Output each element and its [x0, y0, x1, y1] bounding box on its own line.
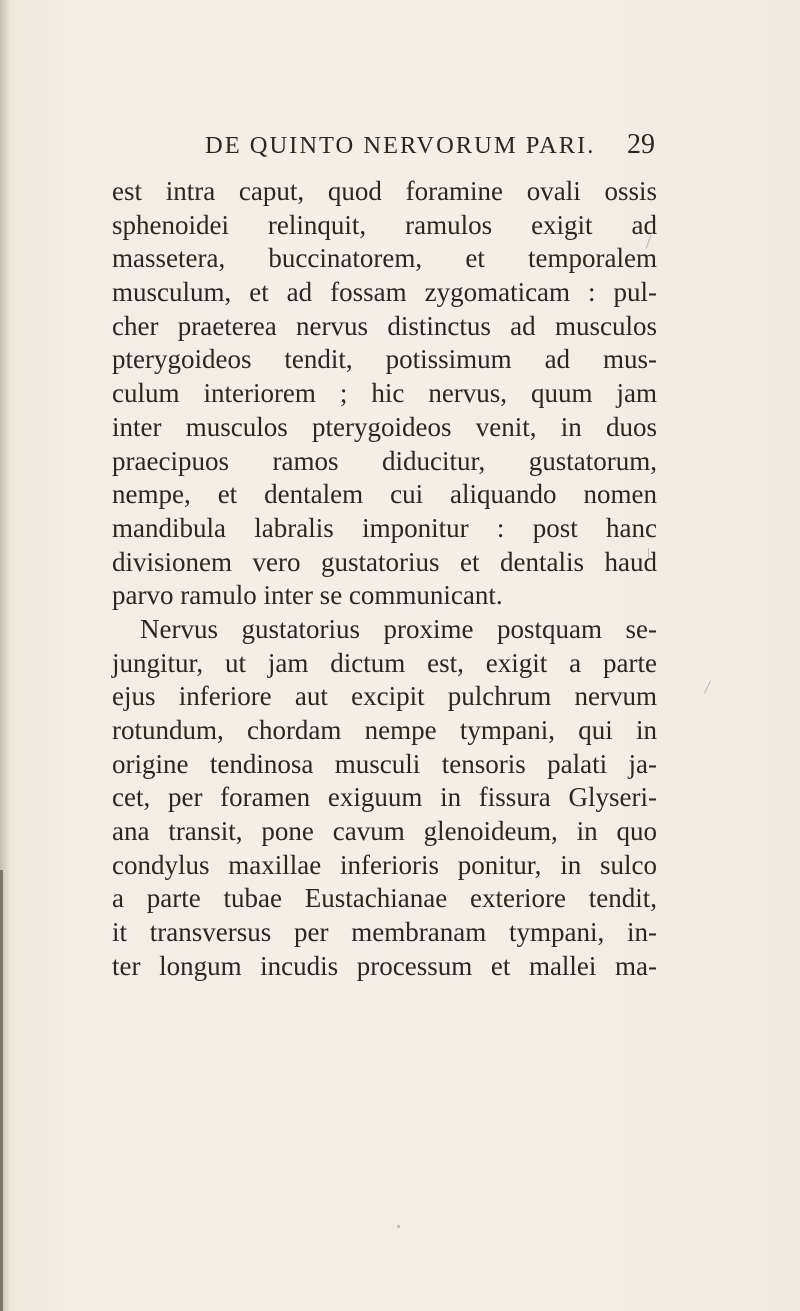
- text-line: ejus inferiore aut excipit pulchrum nervum: [112, 681, 657, 712]
- text-line: condylus maxillae inferioris ponitur, in sulco: [112, 849, 657, 880]
- text-line: parvo ramulo inter se communicant.: [112, 580, 503, 611]
- text-line: it transversus per membranam tympani, in-: [112, 917, 657, 948]
- text-line: massetera, buccinatorem, et temporalem: [112, 243, 657, 274]
- text-line: rotundum, chordam nempe tympani, qui in: [112, 715, 657, 745]
- text-line: ana transit, pone cavum glenoideum, in quo: [112, 816, 657, 847]
- running-head: DE QUINTO NERVORUM PARI.: [205, 132, 596, 159]
- text-line: origine tendinosa musculi tensoris palati ja-: [112, 748, 657, 779]
- text-line: sphenoidei relinquit, ramulos exigit ad: [112, 209, 657, 240]
- text-line: pterygoideos tendit, potissimum ad mus-: [112, 344, 657, 375]
- paper-blemish: [397, 1225, 400, 1228]
- text-line: jungitur, ut jam dictum est, exigit a parte: [112, 647, 657, 678]
- text-line: a parte tubae Eustachianae exteriore tendit,: [112, 883, 657, 914]
- text-line: ter longum incudis processum et mallei ma-: [112, 950, 657, 981]
- paper-blemish: [648, 548, 649, 558]
- paper-blemish: [704, 680, 711, 693]
- text-line: inter musculos pterygoideos venit, in duos: [112, 411, 657, 442]
- text-line: nempe, et dentalem cui aliquando nomen: [112, 479, 657, 510]
- text-line: mandibula labralis imponitur : post hanc: [112, 512, 657, 543]
- page-number: 29: [627, 129, 655, 160]
- body-text: [112, 175, 657, 984]
- text-line: divisionem vero gustatorius et dentalis haud: [112, 546, 657, 577]
- text-line: cher praeterea nervus distinctus ad musculos: [112, 310, 657, 341]
- text-line: musculum, et ad fossam zygomaticam : pul-: [112, 277, 657, 308]
- text-line: cet, per foramen exiguum in fissura Glyseri-: [112, 782, 657, 813]
- text-line: culum interiorem ; hic nervus, quum jam: [112, 378, 657, 409]
- page-header: [205, 129, 655, 172]
- text-line: praecipuos ramos diducitur, gustatorum,: [112, 445, 657, 476]
- page-edge: [0, 870, 3, 1311]
- text-line: est intra caput, quod foramine ovali ossis: [112, 176, 657, 206]
- text-line: Nervus gustatorius proxime postquam se-: [140, 613, 657, 644]
